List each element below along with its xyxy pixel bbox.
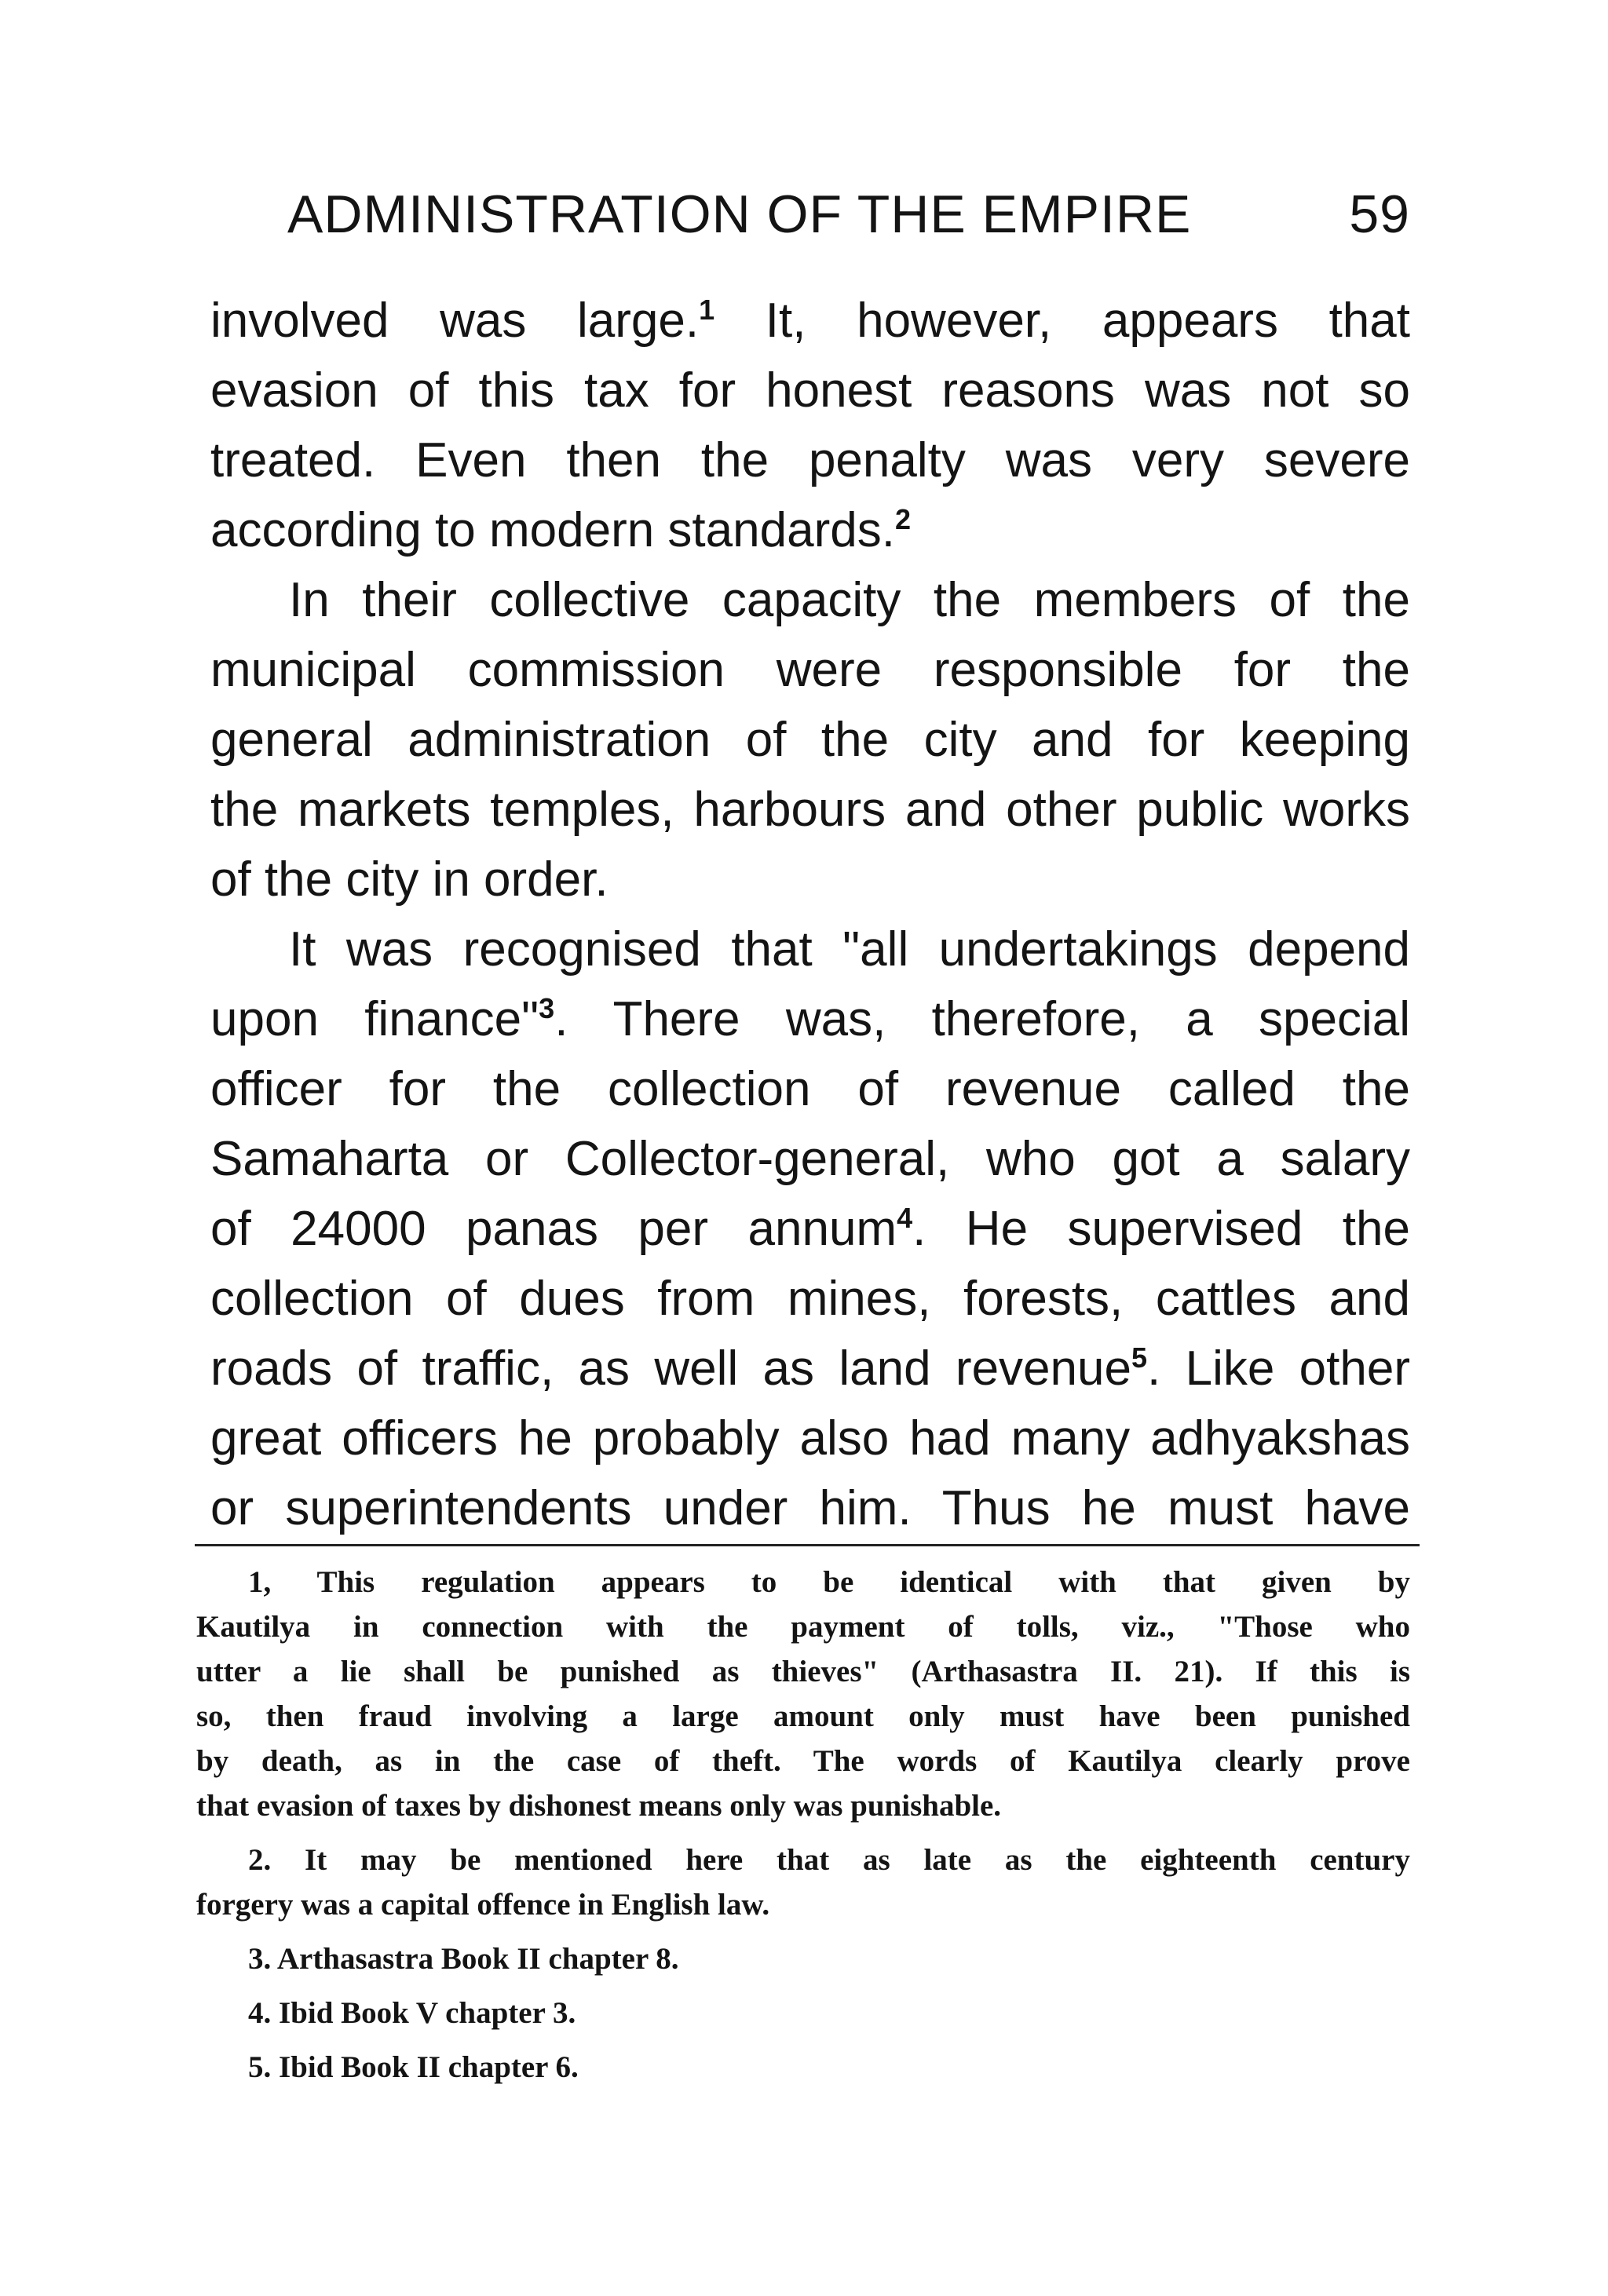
body-line-text: It, however, appears that bbox=[714, 294, 1410, 348]
footnote-line: utter a lie shall be punished as thieves" (Arthasastra II. 21). If this is bbox=[196, 1655, 1410, 1688]
body-line-text: the markets temples, harbours and other public works bbox=[210, 783, 1410, 837]
body-line-text: In their collective capacity the members of the bbox=[289, 573, 1410, 627]
body-line bbox=[210, 1124, 1410, 1194]
body-line-text: . He supervised the bbox=[912, 1202, 1410, 1256]
body-line-text: roads of traffic, as well as land revenue bbox=[210, 1341, 1131, 1396]
page-number: 59 bbox=[1349, 184, 1410, 244]
body-line bbox=[210, 984, 1410, 1054]
body-line bbox=[210, 914, 1410, 984]
body-line bbox=[210, 356, 1410, 425]
footnote-marker: 4 bbox=[897, 1202, 913, 1234]
body-line-text: of the city in order. bbox=[210, 852, 608, 907]
body-line bbox=[210, 286, 1410, 356]
body-line-text: . There was, therefore, a special bbox=[554, 992, 1411, 1046]
footnote-line: 4. Ibid Book V chapter 3. bbox=[248, 1996, 576, 2030]
footnote-line: that evasion of taxes by dishonest means only was punishable. bbox=[196, 1789, 1002, 1823]
footnote-marker: 2 bbox=[894, 503, 911, 535]
footnote-line: 5. Ibid Book II chapter 6. bbox=[248, 2050, 579, 2084]
body-line bbox=[210, 425, 1410, 495]
body-line-text: municipal commission were responsible for the bbox=[210, 643, 1410, 697]
footnote-divider bbox=[195, 1544, 1420, 1546]
body-line bbox=[210, 495, 1410, 565]
body-line-text: evasion of this tax for honest reasons was not so bbox=[210, 363, 1410, 418]
body-line-text: general administration of the city and for keeping bbox=[210, 713, 1410, 767]
body-line bbox=[210, 1404, 1410, 1473]
body-line bbox=[210, 845, 1410, 914]
body-text bbox=[210, 286, 1410, 1543]
body-line bbox=[210, 775, 1410, 845]
footnote-marker: 3 bbox=[539, 992, 555, 1024]
body-line bbox=[210, 1334, 1410, 1404]
footnote-line: 3. Arthasastra Book II chapter 8. bbox=[248, 1942, 679, 1976]
body-line-text: officer for the collection of revenue called the bbox=[210, 1062, 1410, 1116]
running-title: ADMINISTRATION OF THE EMPIRE bbox=[287, 184, 1192, 244]
body-line-text: or superintendents under him. Thus he must have bbox=[210, 1481, 1410, 1535]
body-line-text: . Like other bbox=[1147, 1341, 1410, 1396]
body-line bbox=[210, 565, 1410, 635]
footnote-line: Kautilya in connection with the payment of tolls, viz., "Those who bbox=[196, 1610, 1410, 1644]
body-line-text: of 24000 panas per annum bbox=[210, 1202, 897, 1256]
body-line bbox=[210, 1054, 1410, 1124]
body-line-text: It was recognised that "all undertakings depend bbox=[289, 922, 1410, 976]
footnote-line: forgery was a capital offence in English law. bbox=[196, 1888, 770, 1922]
body-line-text: Samaharta or Collector-general, who got a salary bbox=[210, 1132, 1410, 1186]
footnote-marker: 1 bbox=[699, 294, 715, 326]
body-line-text: collection of dues from mines, forests, cattles and bbox=[210, 1272, 1410, 1326]
body-line-text: according to modern standards. bbox=[210, 503, 895, 557]
running-header bbox=[287, 179, 1410, 250]
footnote-marker: 5 bbox=[1131, 1341, 1148, 1374]
footnotes bbox=[196, 1560, 1410, 2090]
body-line bbox=[210, 1264, 1410, 1334]
footnote-line: so, then fraud involving a large amount only must have been punished bbox=[196, 1699, 1410, 1733]
body-line-text: involved was large. bbox=[210, 294, 700, 348]
body-line bbox=[210, 635, 1410, 705]
footnote-line: 1, This regulation appears to be identical with that given by bbox=[248, 1565, 1410, 1599]
body-line-text: treated. Even then the penalty was very severe bbox=[210, 433, 1410, 487]
body-line bbox=[210, 1473, 1410, 1543]
footnote-line: 2. It may be mentioned here that as late as the eighteenth century bbox=[248, 1843, 1410, 1877]
body-line bbox=[210, 705, 1410, 775]
body-line-text: upon finance" bbox=[210, 992, 539, 1046]
footnote-line: by death, as in the case of theft. The words of Kautilya clearly prove bbox=[196, 1744, 1410, 1778]
body-line bbox=[210, 1194, 1410, 1264]
body-line-text: great officers he probably also had many adhyakshas bbox=[210, 1411, 1410, 1466]
